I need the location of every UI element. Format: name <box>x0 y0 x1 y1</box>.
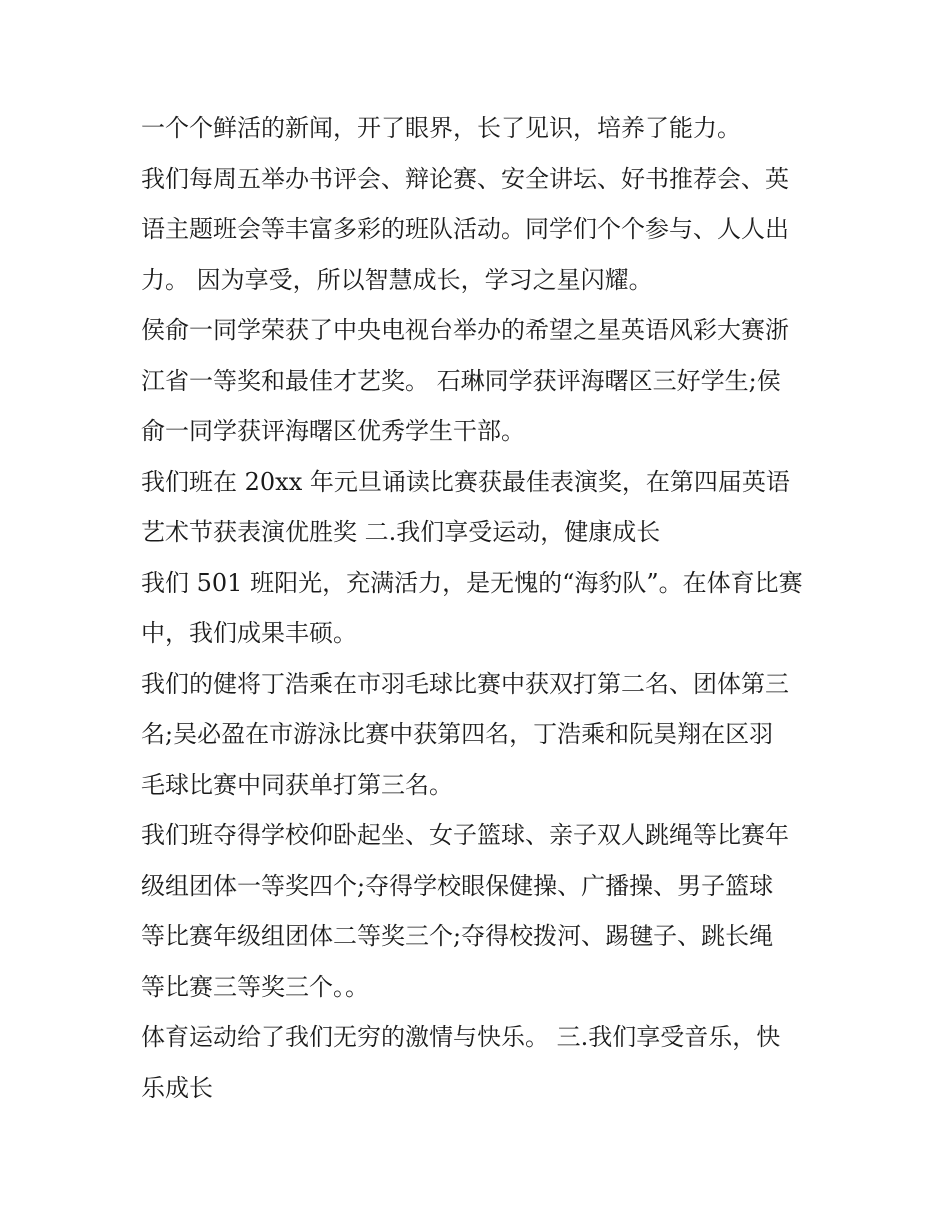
paragraph-music-heading <box>141 1012 821 1113</box>
document-body <box>141 103 821 1113</box>
paragraph-class-awards <box>141 457 821 558</box>
text-line: 我们班夺得学校仰卧起坐、女子篮球、亲子双人跳绳等比赛年 <box>141 821 789 849</box>
text-line: 级组团体一等奖四个;夺得学校眼保健操、广播操、男子篮球 <box>141 871 774 900</box>
paragraph-class-activities <box>141 154 821 306</box>
text-line: 我们每周五举办书评会、辩论赛、安全讲坛、好书推荐会、英 <box>141 164 789 193</box>
paragraph-team-awards <box>141 810 821 1012</box>
text-line: 俞一同学获评海曙区优秀学生干部。 <box>141 417 525 445</box>
text-line: 名;吴必盈在市游泳比赛中获第四名，丁浩乘和阮昊翔在区羽 <box>141 720 774 748</box>
text-line: 我们的健将丁浩乘在市羽毛球比赛中获双打第二名、团体第三 <box>141 669 789 698</box>
text-line: 乐成长 <box>141 1073 213 1102</box>
text-line: 侯俞一同学荣获了中央电视台举办的希望之星英语风彩大赛浙 <box>141 316 789 344</box>
paragraph-sports-intro <box>141 558 821 659</box>
text-line: 中，我们成果丰硕。 <box>141 619 357 647</box>
text-line: 语主题班会等丰富多彩的班队活动。同学们个个参与、人人出 <box>141 215 789 243</box>
text-line: 我们班在 20xx 年元旦诵读比赛获最佳表演奖，在第四届英语 <box>141 467 790 496</box>
text-line: 力。 因为享受，所以智慧成长，学习之星闪耀。 <box>141 265 653 294</box>
text-line: 毛球比赛中同获单打第三名。 <box>141 770 453 799</box>
paragraph-awards-students <box>141 305 821 457</box>
paragraph-news <box>141 103 821 154</box>
text-line: 我们 501 班阳光，充满活力，是无愧的“海豹队”。在体育比赛 <box>141 568 803 597</box>
text-line: 艺术节获表演优胜奖 二.我们享受运动，健康成长 <box>141 518 661 546</box>
text-line: 一个个鲜活的新闻，开了眼界，长了见识，培养了能力。 <box>141 114 741 142</box>
text-line: 等比赛年级组团体二等奖三个;夺得校拨河、踢毽子、跳长绳 <box>141 922 774 950</box>
text-line: 江省一等奖和最佳才艺奖。 石琳同学获评海曙区三好学生;侯 <box>141 366 781 395</box>
paragraph-athletes <box>141 659 821 811</box>
text-line: 体育运动给了我们无穷的激情与快乐。 三.我们享受音乐，快 <box>141 1023 781 1051</box>
text-line: 等比赛三等奖三个。。 <box>141 972 369 1001</box>
